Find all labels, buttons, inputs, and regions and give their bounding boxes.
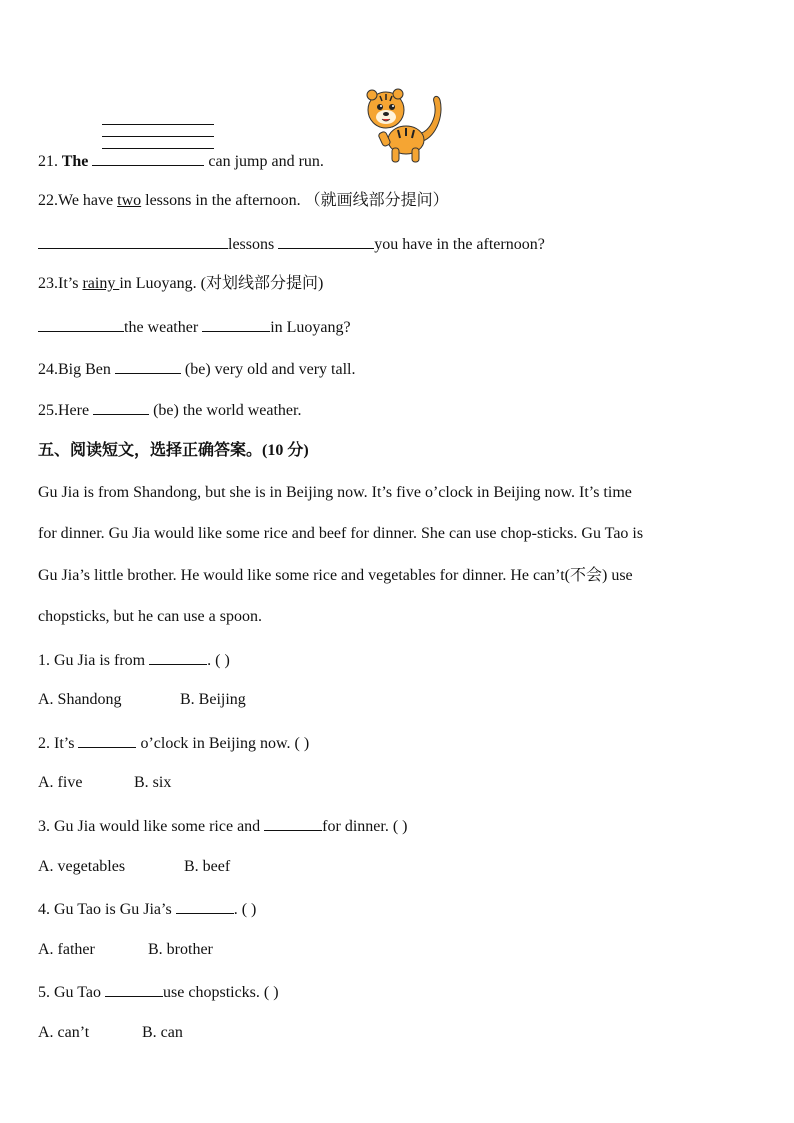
rq2-option-b[interactable]: B. six: [134, 774, 172, 791]
q21-rest: can jump and run.: [208, 153, 324, 170]
q22-blank-2[interactable]: [278, 233, 374, 249]
reading-question-5: [38, 981, 279, 1003]
q23-text-post: in Luoyang.: [119, 275, 201, 292]
q23-blank-2[interactable]: [202, 316, 270, 332]
writing-line-2: [102, 136, 214, 137]
rq3-option-b[interactable]: B. beef: [184, 858, 231, 875]
rq3-text: 3. Gu Jia would like some rice and: [38, 818, 265, 835]
rq4-text: 4. Gu Tao is Gu Jia’s: [38, 901, 176, 918]
rq1-option-a[interactable]: A. Shandong: [38, 691, 122, 708]
question-22: [38, 191, 449, 211]
q23-answer-end: in Luoyang?: [270, 319, 351, 336]
writing-line-1: [102, 124, 214, 125]
q23-blank-1[interactable]: [38, 316, 124, 332]
reading-question-3: [38, 815, 407, 837]
rq5-text: 5. Gu Tao: [38, 984, 106, 1001]
rq2-text: 2. It’s: [38, 735, 79, 752]
rq2-blank[interactable]: [78, 732, 136, 748]
rq4-option-a[interactable]: A. father: [38, 941, 95, 958]
q24-text: 24.Big Ben: [38, 361, 111, 378]
rq1-blank[interactable]: [149, 649, 207, 665]
reading-question-2: [38, 732, 309, 754]
rq3-option-a[interactable]: A. vegetables: [38, 858, 126, 875]
q25-blank[interactable]: [93, 399, 149, 415]
rq4-text-post: . ( ): [233, 901, 257, 918]
q23-underlined: rainy: [82, 275, 120, 292]
q22-answer-end: you have in the afternoon?: [374, 236, 545, 253]
rq1-option-b[interactable]: B. Beijing: [180, 691, 246, 708]
passage-line-1: Gu Jia is from Shandong, but she is in Beijing now. It’s five o’clock in Beijing now. It’s time: [38, 484, 632, 501]
rq3-text-post: for dinner. ( ): [322, 818, 408, 835]
rq5-option-b[interactable]: B. can: [142, 1024, 183, 1041]
question-23-answer: [38, 316, 351, 338]
reading-question-4: [38, 898, 256, 920]
q21-answer-blank[interactable]: [92, 150, 204, 166]
reading-question-1: [38, 649, 230, 671]
reading-question-3-options: [38, 857, 230, 877]
q23-text: 23.It’s: [38, 275, 83, 292]
passage-line-3: Gu Jia’s little brother. He would like some rice and vegetables for dinner. He can’t(不会) use: [38, 567, 633, 584]
rq5-option-a[interactable]: A. can’t: [38, 1024, 90, 1041]
rq2-option-a[interactable]: A. five: [38, 774, 83, 791]
rq3-blank[interactable]: [264, 815, 322, 831]
writing-line-3: [102, 148, 214, 149]
q23-instruction: (对划线部分提问): [200, 275, 324, 292]
q23-answer-mid: the weather: [124, 319, 199, 336]
q24-blank[interactable]: [115, 358, 181, 374]
question-22-answer: [38, 233, 545, 255]
question-23: [38, 274, 323, 294]
rq1-text: 1. Gu Jia is from: [38, 652, 150, 669]
passage-line-4: chopsticks, but he can use a spoon.: [38, 608, 262, 625]
rq5-blank[interactable]: [105, 981, 163, 997]
rq2-text-post: o’clock in Beijing now. ( ): [136, 735, 310, 752]
reading-question-5-options: [38, 1023, 183, 1043]
q22-underlined: two: [117, 192, 142, 209]
q24-text-post: (be) very old and very tall.: [184, 361, 356, 378]
rq4-option-b[interactable]: B. brother: [148, 941, 213, 958]
q25-text: 25.Here: [38, 402, 90, 419]
q22-text-post: lessons in the afternoon.: [141, 192, 301, 209]
rq5-text-post: use chopsticks. ( ): [163, 984, 279, 1001]
q21-number: 21.: [38, 153, 58, 170]
tiger-illustration: [360, 86, 450, 166]
reading-question-4-options: [38, 940, 213, 960]
q22-answer-mid: lessons: [228, 236, 275, 253]
q22-blank-1[interactable]: [38, 233, 228, 249]
question-25: [38, 399, 301, 421]
question-21: [38, 150, 324, 172]
q22-instruction: （就画线部分提问）: [304, 192, 449, 209]
reading-question-1-options: [38, 690, 246, 710]
reading-question-2-options: [38, 773, 171, 793]
q21-the: The: [58, 153, 89, 170]
question-24: [38, 358, 356, 380]
q22-text: 22.We have: [38, 192, 118, 209]
passage-line-2: for dinner. Gu Jia would like some rice and beef for dinner. She can use chop-sticks. Gu Tao is: [38, 525, 644, 542]
q25-text-post: (be) the world weather.: [153, 402, 302, 419]
rq1-text-post: . ( ): [207, 652, 230, 669]
section-5-title: 五、阅读短文，选择正确答案。(10 分): [38, 442, 309, 459]
rq4-blank[interactable]: [176, 898, 234, 914]
